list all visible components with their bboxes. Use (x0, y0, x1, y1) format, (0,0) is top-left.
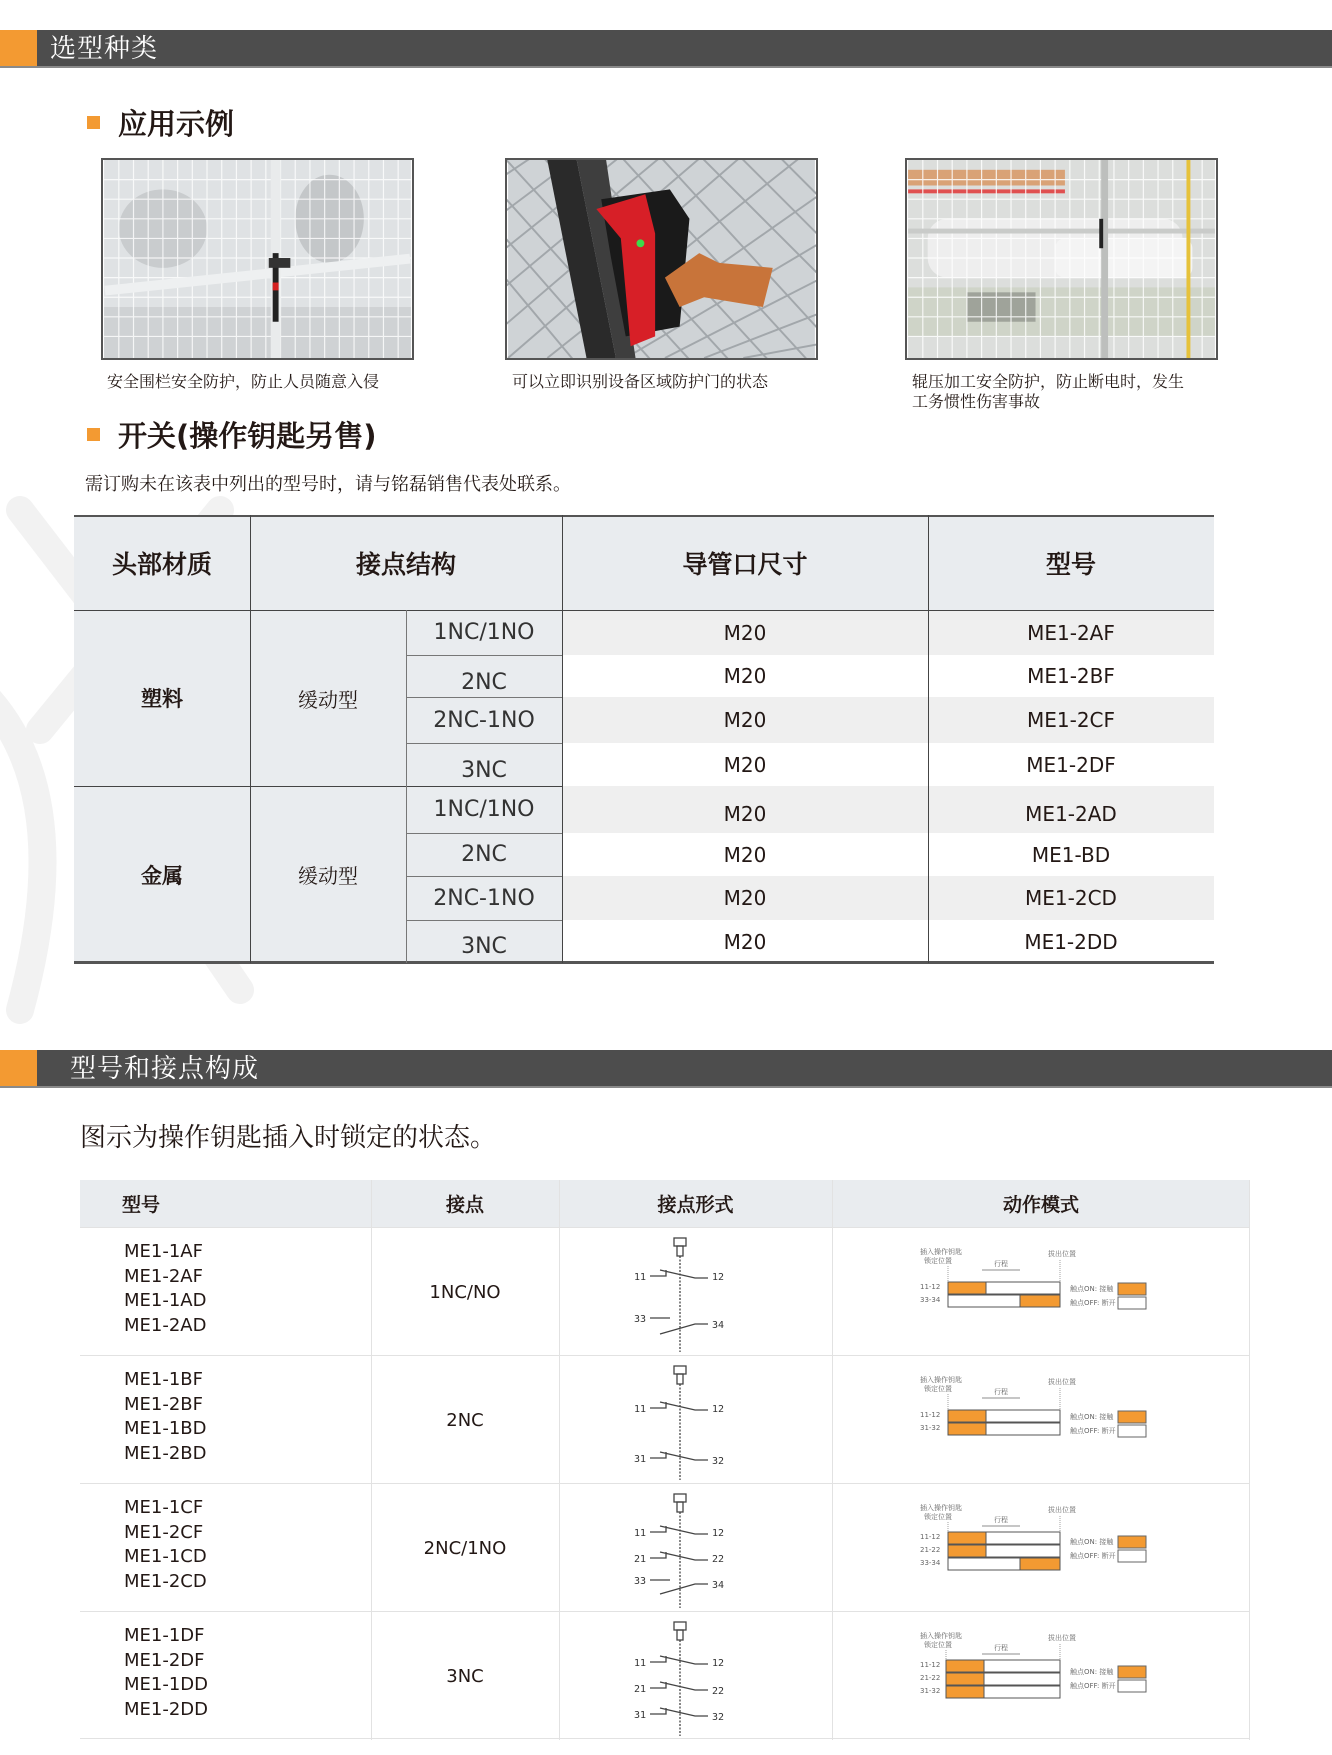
door-switch-key-photo-icon (507, 160, 816, 358)
contact-cell: 2NC-1NO (406, 697, 562, 743)
conduit-cell: M20 (562, 655, 928, 697)
svg-text:插入操作钥匙: 插入操作钥匙 (920, 1632, 962, 1640)
switch-heading (87, 414, 377, 455)
photo-door-switch (505, 158, 818, 360)
structure-slow-action: 缓动型 (250, 610, 406, 786)
caption-line: 工务惯性伤害事故 (912, 392, 1041, 411)
svg-text:22: 22 (712, 1554, 725, 1565)
row-divider (406, 833, 562, 834)
col-divider (250, 515, 251, 963)
bullet-square-icon (87, 116, 100, 129)
svg-text:触点ON: 接触: 触点ON: 接触 (1070, 1413, 1114, 1421)
svg-text:21: 21 (634, 1684, 647, 1695)
model-cell: ME1-BD (928, 833, 1214, 876)
svg-text:触点OFF: 断开: 触点OFF: 断开 (1070, 1552, 1116, 1560)
contact-type: 2NC/1NO (423, 1537, 507, 1559)
table-top-border (74, 515, 1214, 517)
model-list (124, 1368, 207, 1466)
group-divider (74, 786, 562, 787)
model-name: ME1-2BD (124, 1442, 207, 1464)
section-title: 型号和接点构成 (70, 1054, 260, 1084)
table-row (80, 1483, 1250, 1611)
model-name: ME1-2CD (124, 1570, 207, 1592)
roller-press-machine-photo-icon (907, 160, 1216, 358)
model-name: ME1-1CD (124, 1546, 207, 1567)
header-conduit-size: 导管口尺寸 (562, 515, 928, 610)
svg-text:行程: 行程 (994, 1644, 1008, 1652)
col-divider (928, 515, 929, 963)
svg-text:32: 32 (712, 1456, 725, 1467)
contact-cell: 1NC/1NO (406, 610, 562, 655)
model-name: ME1-1CF (124, 1497, 204, 1518)
safety-fence-robot-photo-icon (103, 160, 412, 358)
svg-text:拔出位置: 拔出位置 (1048, 1250, 1076, 1258)
action-mode-chart-2nc-1no-icon (920, 1502, 1180, 1592)
contact-cell: 2NC (406, 833, 562, 876)
svg-text:行程: 行程 (994, 1516, 1008, 1524)
svg-text:触点ON: 接触: 触点ON: 接触 (1070, 1668, 1114, 1676)
model-name: ME1-2AF (124, 1265, 203, 1287)
photo-roller-press (905, 158, 1218, 360)
row-divider (406, 876, 562, 877)
photo-caption-3 (912, 372, 1184, 412)
model-cell: ME1-2AD (928, 786, 1214, 833)
svg-text:行程: 行程 (994, 1388, 1008, 1396)
svg-text:11: 11 (634, 1404, 647, 1415)
svg-text:11-12: 11-12 (920, 1411, 941, 1419)
svg-text:33-34: 33-34 (920, 1296, 941, 1304)
conduit-cell: M20 (562, 786, 928, 833)
caption-line: 安全围栏安全防护，防止人员随意入侵 (107, 372, 380, 391)
header-contact: 接点 (445, 1194, 484, 1216)
section-title: 选型种类 (50, 34, 159, 64)
svg-text:21-22: 21-22 (920, 1674, 941, 1682)
row-divider (406, 920, 562, 921)
svg-text:11: 11 (634, 1658, 647, 1669)
material-plastic: 塑料 (74, 610, 250, 786)
svg-text:触点ON: 接触: 触点ON: 接触 (1070, 1285, 1114, 1293)
structure-slow-action: 缓动型 (250, 786, 406, 963)
model-cell: ME1-2CF (928, 697, 1214, 743)
model-list (124, 1624, 208, 1722)
svg-text:11: 11 (634, 1528, 647, 1539)
header-model: 型号 (928, 515, 1214, 610)
model-cell: ME1-2BF (928, 655, 1214, 697)
svg-text:31-32: 31-32 (920, 1687, 941, 1695)
photo-caption-2 (512, 372, 768, 392)
svg-text:插入操作钥匙: 插入操作钥匙 (920, 1504, 962, 1512)
svg-text:触点OFF: 断开: 触点OFF: 断开 (1070, 1682, 1116, 1690)
svg-text:12: 12 (712, 1528, 725, 1539)
model-cell: ME1-2DF (928, 743, 1214, 786)
row-divider (406, 697, 562, 698)
table-header-border (74, 610, 1214, 611)
photo-safety-fence (101, 158, 414, 360)
contact-diagram-3nc-icon (620, 1618, 740, 1736)
svg-text:22: 22 (712, 1686, 725, 1697)
svg-text:12: 12 (712, 1658, 725, 1669)
model-name: ME1-2CF (124, 1521, 204, 1543)
model-cell: ME1-2CD (928, 876, 1214, 920)
model-name: ME1-2BF (124, 1393, 204, 1415)
contact-cell: 3NC (406, 920, 562, 963)
model-name: ME1-1BD (124, 1418, 207, 1439)
svg-text:拔出位置: 拔出位置 (1048, 1506, 1076, 1514)
material-metal: 金属 (74, 786, 250, 963)
header-action-mode: 动作模式 (1002, 1194, 1079, 1216)
application-heading (87, 102, 234, 143)
svg-text:21: 21 (634, 1554, 647, 1565)
svg-text:12: 12 (712, 1404, 725, 1415)
svg-text:插入操作钥匙: 插入操作钥匙 (920, 1248, 962, 1256)
action-mode-chart-2nc-icon (920, 1374, 1180, 1464)
order-note: 需订购未在该表中列出的型号时，请与铭磊销售代表处联系。 (85, 474, 571, 495)
conduit-cell: M20 (562, 697, 928, 743)
svg-text:21-22: 21-22 (920, 1546, 941, 1554)
svg-text:触点OFF: 断开: 触点OFF: 断开 (1070, 1299, 1116, 1307)
row-divider (406, 743, 562, 744)
conduit-cell: M20 (562, 743, 928, 786)
header-contact-structure: 接点结构 (250, 515, 562, 610)
model-name: ME1-2DF (124, 1649, 205, 1671)
svg-text:触点OFF: 断开: 触点OFF: 断开 (1070, 1427, 1116, 1435)
svg-text:34: 34 (712, 1580, 725, 1591)
svg-text:锁定位置: 锁定位置 (924, 1257, 952, 1265)
contact-type: 3NC (446, 1665, 484, 1687)
svg-text:11-12: 11-12 (920, 1533, 941, 1541)
model-name: ME1-1AF (124, 1241, 203, 1262)
svg-text:11: 11 (634, 1272, 647, 1283)
model-cell: ME1-2AF (928, 610, 1214, 655)
svg-text:锁定位置: 锁定位置 (924, 1385, 952, 1393)
header-head-material: 头部材质 (74, 515, 250, 610)
switch-heading-text: 开关(操作钥匙另售) (118, 419, 377, 453)
svg-text:33-34: 33-34 (920, 1559, 941, 1567)
table-row (80, 1355, 1250, 1483)
header-contact-form: 接点形式 (657, 1194, 734, 1216)
locked-state-note: 图示为操作钥匙插入时锁定的状态。 (80, 1123, 497, 1153)
contact-cell: 1NC/1NO (406, 786, 562, 833)
contact-cell: 3NC (406, 743, 562, 786)
action-mode-chart-3nc-icon (920, 1630, 1180, 1720)
svg-text:插入操作钥匙: 插入操作钥匙 (920, 1376, 962, 1384)
svg-text:触点ON: 接触: 触点ON: 接触 (1070, 1538, 1114, 1546)
model-name: ME1-2DD (124, 1698, 209, 1720)
model-list (124, 1496, 207, 1594)
action-mode-chart-1nc-1no-icon (920, 1246, 1180, 1336)
svg-text:11-12: 11-12 (920, 1283, 941, 1291)
table-row (80, 1611, 1250, 1739)
contact-diagram-1nc-1no-icon (620, 1234, 740, 1352)
conduit-cell: M20 (562, 876, 928, 920)
contact-diagram-2nc-icon (620, 1362, 740, 1480)
model-name: ME1-1BF (124, 1369, 204, 1390)
svg-text:锁定位置: 锁定位置 (924, 1513, 952, 1521)
svg-text:拔出位置: 拔出位置 (1048, 1634, 1076, 1642)
row-divider (406, 655, 562, 656)
section-accent (0, 30, 37, 66)
contact-cell: 2NC (406, 655, 562, 697)
svg-text:行程: 行程 (994, 1260, 1008, 1268)
svg-text:31: 31 (634, 1454, 647, 1465)
model-name: ME1-1DF (124, 1625, 205, 1646)
contact-diagram-2nc-1no-icon (620, 1490, 740, 1608)
model-name: ME1-1AD (124, 1290, 207, 1311)
svg-text:31-32: 31-32 (920, 1424, 941, 1432)
section-accent (0, 1050, 37, 1086)
model-contact-table (80, 1180, 1250, 1740)
table-bottom-border (74, 961, 1214, 964)
caption-line: 辊压加工安全防护，防止断电时，发生 (912, 372, 1185, 391)
header-model: 型号 (122, 1194, 161, 1216)
table-row (80, 1227, 1250, 1355)
contact-type: 1NC/NO (429, 1281, 501, 1303)
switch-model-table (74, 515, 1214, 963)
svg-text:33: 33 (634, 1314, 647, 1325)
svg-text:31: 31 (634, 1710, 647, 1721)
svg-text:11-12: 11-12 (920, 1661, 941, 1669)
model-name: ME1-1DD (124, 1674, 209, 1695)
conduit-cell: M20 (562, 833, 928, 876)
bullet-square-icon (87, 428, 100, 441)
section-bar-selection-types (0, 30, 1332, 68)
caption-line: 可以立即识别设备区域防护门的状态 (512, 372, 769, 391)
photo-caption-1 (107, 372, 379, 392)
conduit-cell: M20 (562, 610, 928, 655)
model-list (124, 1240, 206, 1338)
svg-text:33: 33 (634, 1576, 647, 1587)
conduit-cell: M20 (562, 920, 928, 963)
contact-cell: 2NC-1NO (406, 876, 562, 920)
contact-type: 2NC (446, 1409, 484, 1431)
section-bar-model-contacts (0, 1050, 1332, 1088)
col-divider (406, 610, 407, 963)
svg-text:拔出位置: 拔出位置 (1048, 1378, 1076, 1386)
model-name: ME1-2AD (124, 1314, 207, 1336)
col-divider (562, 515, 563, 963)
svg-text:12: 12 (712, 1272, 725, 1283)
svg-text:34: 34 (712, 1320, 725, 1331)
svg-text:锁定位置: 锁定位置 (924, 1641, 952, 1649)
svg-text:32: 32 (712, 1712, 725, 1723)
application-heading-text: 应用示例 (118, 107, 235, 141)
model-cell: ME1-2DD (928, 920, 1214, 963)
